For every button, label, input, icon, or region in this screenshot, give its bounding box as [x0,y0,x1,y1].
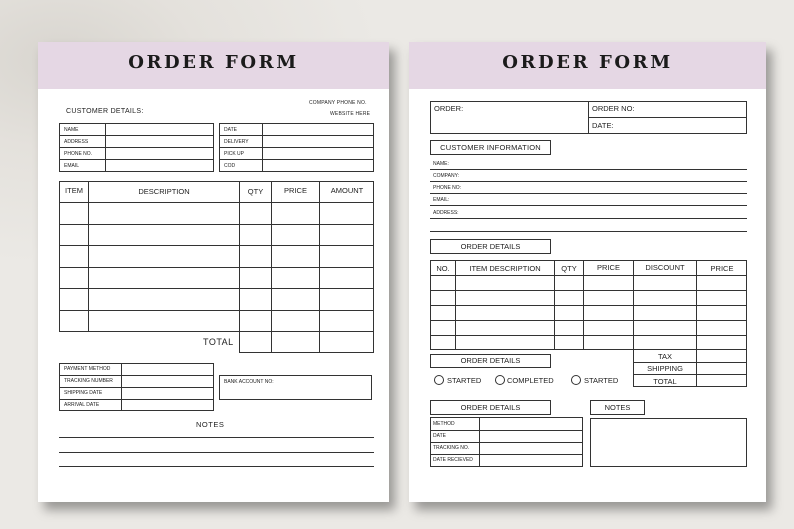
grid-line [430,335,747,336]
order-details-label: ORDER DETAILS [460,242,521,251]
field-label: DATE [224,127,237,133]
col-header: PRICE [284,186,307,195]
form-title: ORDER FORM [502,52,673,73]
field-label: EMAIL [64,163,80,169]
ship-date-field[interactable] [480,431,582,442]
col-header: PRICE [710,264,734,273]
grid-line [373,331,374,353]
field-label: PAYMENT METHOD [64,366,111,372]
field-label: NAME: [433,161,449,167]
notes-line[interactable] [59,437,374,438]
field-label: NAME [64,127,79,133]
field-label: METHOD [433,421,455,427]
field-label: PHONE NO. [64,151,93,157]
left-order-form [38,42,389,502]
status-option: STARTED [584,376,619,385]
notes-label: NOTES [196,420,225,429]
tracking-number-field[interactable] [122,376,213,387]
status-started-radio-2[interactable] [571,375,581,385]
address-field[interactable] [106,136,213,147]
website: WEBSITE HERE [330,111,371,117]
address-line-2[interactable] [430,231,747,232]
grid-line [430,305,747,306]
status-option: COMPLETED [507,376,554,385]
pickup-field[interactable] [263,148,373,159]
field-label: COD [224,163,236,169]
grid-line [59,202,374,203]
grid-line [430,275,747,276]
grid-line [59,288,374,289]
customer-details-label: CUSTOMER DETAILS: [66,108,144,115]
col-header: AMOUNT [330,186,364,195]
order-no-label: ORDER NO: [592,104,635,113]
total-label: TOTAL [653,377,677,386]
company-line[interactable] [430,181,747,182]
date-field[interactable] [621,118,745,133]
grid-line [633,386,747,387]
date-field[interactable] [263,124,373,135]
phone-field[interactable] [106,148,213,159]
cod-field[interactable] [263,160,373,171]
col-header: QTY [247,187,264,196]
date-label: DATE: [592,121,614,130]
col-header: PRICE [597,263,620,272]
notes-line[interactable] [59,452,374,453]
order-label: ORDER: [434,104,464,113]
customer-info-label: CUSTOMER INFORMATION [440,143,541,152]
grid-line [59,224,374,225]
notes-label: NOTES [604,403,631,412]
col-header: ITEM [65,186,83,195]
date-received-field[interactable] [480,455,582,466]
phone-line[interactable] [430,193,747,194]
address-line[interactable] [430,218,747,219]
shipping-date-field[interactable] [122,388,213,399]
email-line[interactable] [430,205,747,206]
method-field[interactable] [480,418,582,430]
grid-line [59,245,374,246]
col-header: ITEM DESCRIPTION [469,264,541,273]
order-no-field[interactable] [637,102,745,116]
grid-line [239,352,374,353]
field-label: DATE [433,433,446,439]
arrival-date-field[interactable] [122,400,213,411]
grid-line [59,267,374,268]
field-label: TRACKING NO. [433,445,470,451]
field-label: PICK UP [224,151,245,157]
tracking-no-field[interactable] [480,443,582,454]
grid-line [633,362,747,363]
col-header: QTY [561,264,577,273]
col-header: NO. [436,264,450,273]
status-completed-radio[interactable] [495,375,505,385]
grid-line [746,349,747,386]
tax-label: TAX [657,352,673,361]
field-label: COMPANY: [433,173,460,179]
field-label: DATE RECIEVED [433,457,473,463]
payment-method-field[interactable] [122,364,213,375]
field-label: SHIPPING DATE [64,390,103,396]
bank-account-label: BANK ACCOUNT NO: [224,379,274,385]
status-option: STARTED [447,376,482,385]
form-title: ORDER FORM [128,52,299,73]
field-label: ARRIVAL DATE [64,402,100,408]
right-order-form [409,42,766,502]
notes-field[interactable] [590,418,747,467]
field-label: ADDRESS [64,139,89,145]
name-field[interactable] [106,124,213,135]
status-started-radio[interactable] [434,375,444,385]
shipping-label: SHIPPING [647,364,683,373]
email-field[interactable] [106,160,213,171]
field-label: PHONE NO: [433,185,462,191]
delivery-field[interactable] [263,136,373,147]
shipping-label: ORDER DETAILS [460,403,521,412]
field-label: ADDRESS: [433,210,459,216]
field-label: DELIVERY [224,139,249,145]
col-header: DESCRIPTION [138,187,190,196]
grid-line [430,290,747,291]
col-header: DISCOUNT [645,263,685,272]
order-field[interactable] [464,102,586,133]
notes-line[interactable] [59,466,374,467]
grid-line [633,374,747,375]
field-label: EMAIL: [433,197,450,203]
total-label: TOTAL [203,337,234,347]
grid-line [696,260,697,386]
status-label: ORDER DETAILS [460,356,521,365]
company-phone: COMPANY PHONE NO. [309,100,367,106]
field-label: TRACKING NUMBER [64,378,113,384]
grid-line [430,320,747,321]
name-line[interactable] [430,169,747,170]
grid-line [59,310,374,311]
